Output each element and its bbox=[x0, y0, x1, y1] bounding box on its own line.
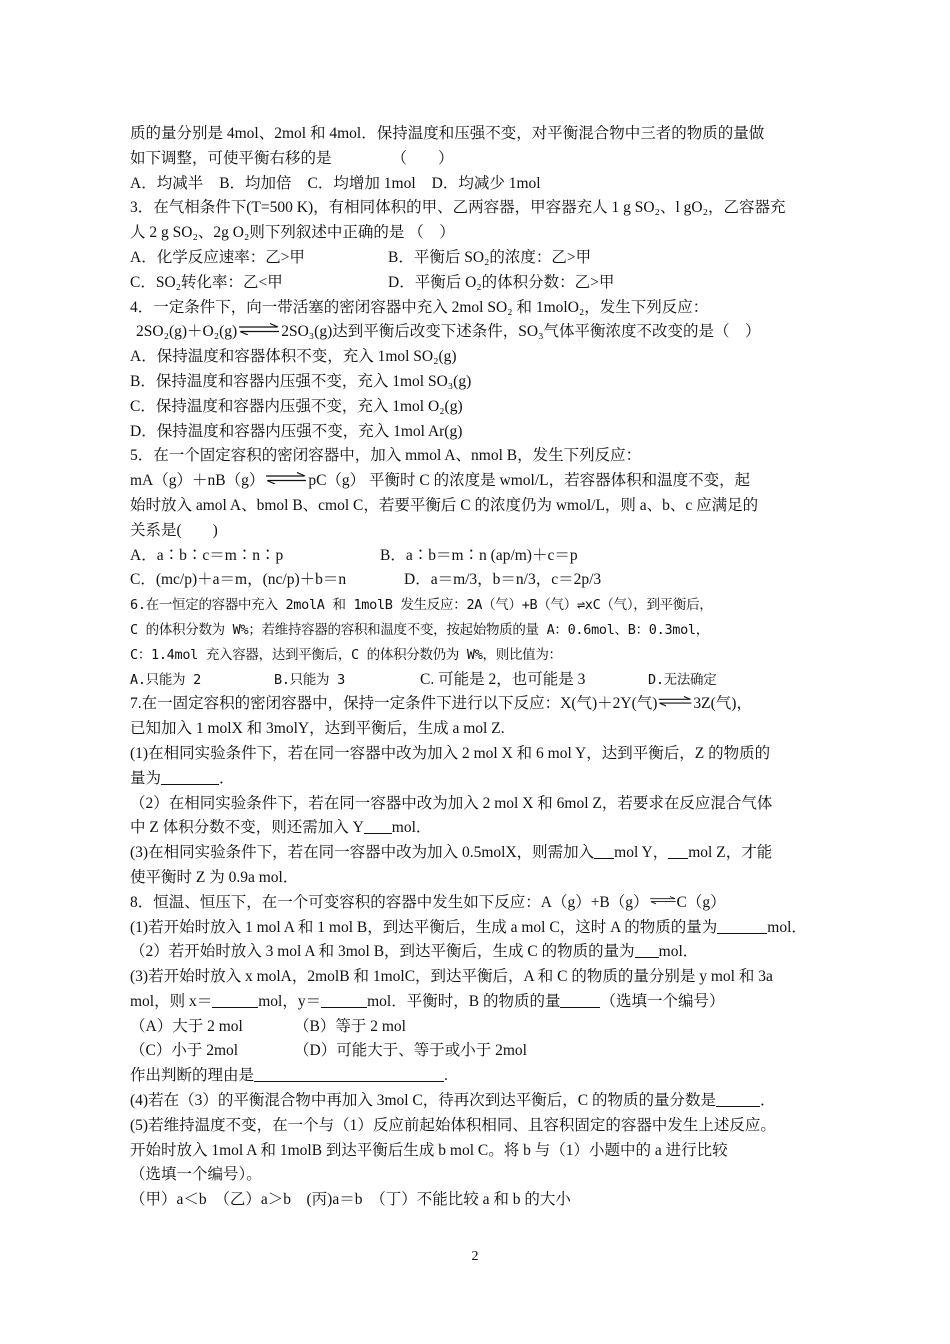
answer-blank[interactable] bbox=[212, 991, 258, 1008]
question-3: 3．在气相条件下(T=500 K)，有相同体积的甲、乙两容器，甲容器充人 1 g SO₂、l gO₂，乙容器充 bbox=[130, 199, 786, 217]
text-line: 人 2 g SO₂、2g O₂则下列叙述中正确的是 （ ） bbox=[130, 224, 455, 242]
text-line: 已知加入 1 molX 和 3molY，达到平衡后，生成 a mol Z. bbox=[130, 720, 505, 738]
answer-options: （甲）a＜b （乙）a＞b (丙)a＝b （丁）不能比较 a 和 b 的大小 bbox=[130, 1191, 571, 1209]
question-5: 5．在一个固定容积的密闭容器中，加入 mmol A、nmol B，发生下列反应： bbox=[130, 447, 642, 465]
text-line: (5)若维持温度不变，在一个与（1）反应前起始体积相同、且容积固定的容器中发生上述反应。 bbox=[130, 1116, 776, 1134]
answer-blank[interactable] bbox=[716, 1090, 760, 1107]
text-line: C 的体积分数为 W%；若维持容器的容积和温度不变，按起始物质的量 A：0.6mol、B：0.3mol， bbox=[130, 621, 709, 638]
answer-blank[interactable] bbox=[321, 991, 367, 1008]
document-body bbox=[130, 122, 820, 1213]
answer-blank[interactable] bbox=[668, 842, 688, 859]
equilibrium-arrow-icon bbox=[657, 695, 693, 707]
text-line: 中 Z 体积分数不变，则还需加入 Y mol． bbox=[130, 819, 432, 837]
question-8: 8．恒温、恒压下，在一个可变容积的容器中发生如下反应：A（g）+B（g） C（g） bbox=[130, 893, 726, 911]
text-line: 作出判断的理由是 . bbox=[130, 1067, 448, 1085]
text-line: 质的量分别是 4mol、2mol 和 4mol．保持温度和压强不变，对平衡混合物中三者的物质的量做 bbox=[130, 125, 765, 142]
equilibrium-arrow-icon bbox=[237, 323, 281, 335]
answer-blank[interactable] bbox=[161, 768, 219, 785]
answer-options: C．(mc/p)＋a＝m，(nc/p)＋b＝n D．a＝m/3，b＝n/3，c＝2p/3 bbox=[130, 571, 602, 589]
text-line: (3)在相同实验条件下，若在同一容器中改为加入 0.5molX，则需加入 mol Y， mol Z，才能 bbox=[130, 844, 773, 862]
text-line: 使平衡时 Z 为 0.9a mol． bbox=[130, 868, 299, 886]
answer-blank[interactable] bbox=[594, 842, 614, 859]
text-line: （2）若开始时放入 3 mol A 和 3mol B，到达平衡后，生成 C 的物质的量为 mol． bbox=[130, 943, 699, 961]
answer-options: A.只能为 2 B.只能为 3 C. 可能是 2，也可能是 3 D.无法确定 bbox=[130, 670, 717, 688]
answer-blank[interactable] bbox=[364, 817, 392, 834]
answer-options: A．a∶b∶c＝m∶n∶p B．a∶b＝m∶n (ap/m)＋c＝p bbox=[130, 546, 578, 564]
question-4: 4．一定条件下，向一带活塞的密闭容器中充入 2mol SO₂ 和 1molO₂，发生下列反应： bbox=[130, 298, 709, 316]
text-line: 始时放入 amol A、bmol B、cmol C，若要平衡后 C 的浓度仍为 wmol/L，则 a、b、c 应满足的 bbox=[130, 496, 759, 514]
text-line: 如下调整，可使平衡右移的是 （ ） bbox=[130, 149, 454, 167]
equilibrium-arrow-icon bbox=[649, 894, 677, 906]
page-number: 2 bbox=[471, 1249, 479, 1264]
text-line: 量为 ． bbox=[130, 769, 235, 787]
reaction-equation: mA（g）＋nB（g） pC（g） 平衡时 C 的浓度是 wmol/L，若容器体积和温度不变，起 bbox=[130, 472, 751, 490]
text-line: (3)若开始时放入 x molA，2molB 和 1molC，到达平衡后，A 和 C 的物质的量分别是 y mol 和 3a bbox=[130, 968, 773, 986]
answer-options: A．化学反应速率：乙>甲 B．平衡后 SO₂的浓度：乙>甲 bbox=[130, 248, 592, 266]
text-line: 开始时放入 1mol A 和 1molB 到达平衡后生成 b mol C。将 b 与（1）小题中的 a 进行比较 bbox=[130, 1141, 728, 1159]
answer-option: B．保持温度和容器内压强不变，充入 1mol SO₃(g) bbox=[130, 372, 472, 390]
answer-option: C．保持温度和容器内压强不变，充入 1mol O₂(g) bbox=[130, 397, 463, 415]
text-line: (4)若在（3）的平衡混合物中再加入 3mol C，待再次到达平衡后，C 的物质的量分数是 ． bbox=[130, 1092, 776, 1110]
answer-options: （A）大于 2 mol （B）等于 2 mol bbox=[130, 1017, 406, 1035]
text-line: （2）在相同实验条件下，若在同一容器中改为加入 2 mol X 和 6mol Z，若要求在反应混合气体 bbox=[130, 794, 773, 812]
text-line: C：1.4mol 充入容器，达到平衡后，C 的体积分数仍为 W%，则比值为： bbox=[130, 646, 562, 663]
text-line: (1)在相同实验条件下，若在同一容器中改为加入 2 mol X 和 6 mol Y，达到平衡后，Z 的物质的 bbox=[130, 744, 771, 762]
answer-blank[interactable] bbox=[635, 941, 659, 958]
text-line: 关系是( ) bbox=[130, 521, 218, 539]
question-6: 6.在一恒定的容器中充入 2molA 和 1molB 发生反应：2A（气）+B（气）⇌xC（气），到平衡后， bbox=[130, 597, 713, 614]
answer-options: A．均减半 B．均加倍 C．均增加 1mol D．均减少 1mol bbox=[130, 174, 541, 192]
answer-options: （C）小于 2mol （D）可能大于、等于或小于 2mol bbox=[130, 1042, 527, 1060]
text-line: （选填一个编号）。 bbox=[130, 1166, 262, 1184]
text-line: mol，则 x＝ mol，y＝ mol．平衡时，B 的物质的量 （选填一个编号） bbox=[130, 992, 725, 1010]
question-7: 7.在一固定容积的密闭容器中，保持一定条件下进行以下反应：X(气)＋2Y(气) 3Z(气)， bbox=[130, 695, 752, 713]
answer-blank[interactable] bbox=[560, 991, 600, 1008]
equilibrium-arrow-icon bbox=[264, 472, 308, 484]
answer-blank[interactable] bbox=[717, 917, 767, 934]
answer-blank[interactable] bbox=[254, 1065, 444, 1082]
answer-option: D．保持温度和容器内压强不变，充入 1mol Ar(g) bbox=[130, 422, 463, 440]
answer-option: A．保持温度和容器体积不变，充入 1mol SO₂(g) bbox=[130, 348, 457, 366]
answer-options: C．SO₂转化率：乙<甲 D．平衡后 O₂的体积分数：乙>甲 bbox=[130, 273, 615, 291]
reaction-equation: 2SO₂(g)＋O₂(g) 2SO₃(g)达到平衡后改变下述条件，SO₃气体平衡浓度不改变的是（ ） bbox=[136, 323, 761, 341]
text-line: (1)若开始时放入 1 mol A 和 1 mol B，到达平衡后，生成 a mol C，这时 A 的物质的量为 mol． bbox=[130, 918, 807, 936]
